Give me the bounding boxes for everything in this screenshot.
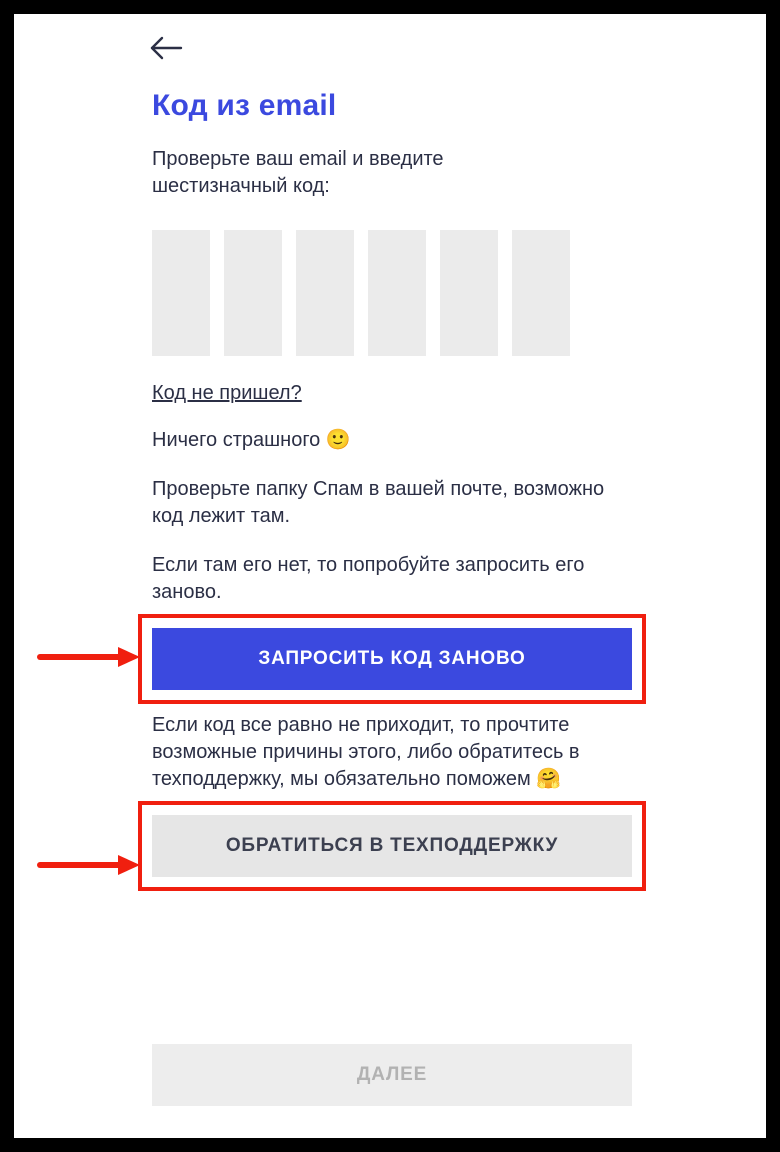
code-digit-4[interactable] [368, 230, 426, 356]
support-button-wrapper [152, 815, 632, 877]
code-digit-1[interactable] [152, 230, 210, 356]
code-digit-2[interactable] [224, 230, 282, 356]
annotation-arrow-support [36, 852, 142, 878]
next-button[interactable]: ДАЛЕЕ [152, 1044, 632, 1106]
request-code-button-wrapper [152, 628, 632, 690]
support-hint-text: Если код все равно не приходит, то прочтите возможные причины этого, либо обратитесь в техподдержку, мы обязательно поможем 🤗 [152, 714, 580, 790]
retry-hint-text: Если там его нет, то попробуйте запросить его заново. [152, 554, 585, 603]
request-code-button[interactable]: ЗАПРОСИТЬ КОД ЗАНОВО [152, 628, 632, 690]
spam-folder-text: Проверьте папку Спам в вашей почте, возможно код лежит там. [152, 478, 605, 527]
code-digit-6[interactable] [512, 230, 570, 356]
code-digit-3[interactable] [296, 230, 354, 356]
phone-screen [14, 14, 766, 1138]
annotation-arrow-request-code [36, 644, 142, 670]
back-arrow-icon [150, 35, 184, 61]
page-title: Код из email [152, 89, 337, 122]
page-subtitle: Проверьте ваш email и введите шестизначный код: [152, 148, 444, 197]
code-digit-5[interactable] [440, 230, 498, 356]
support-button[interactable]: ОБРАТИТЬСЯ В ТЕХПОДДЕРЖКУ [152, 815, 632, 877]
code-not-received-link[interactable]: Код не пришел? [152, 382, 302, 404]
content-column [152, 74, 632, 877]
code-input-group[interactable] [152, 230, 632, 356]
reassurance-text: Ничего страшного 🙂 [152, 429, 351, 451]
bottom-action-area [152, 1044, 632, 1106]
back-button[interactable] [150, 24, 198, 72]
